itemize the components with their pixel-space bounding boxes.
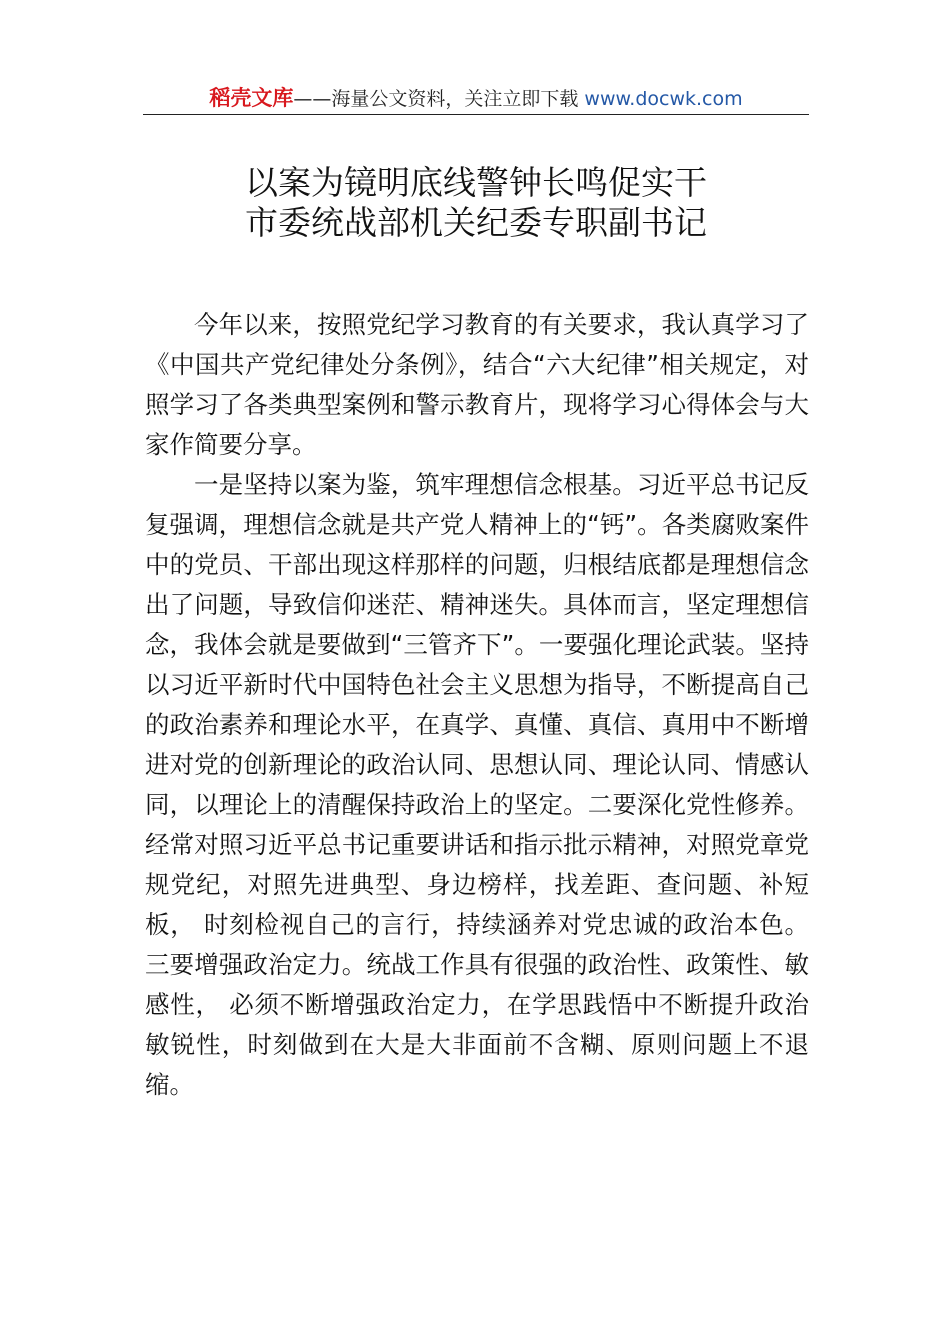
document-title <box>143 163 809 243</box>
paragraph-main: 一是坚持以案为鉴，筑牢理想信念根基。习近平总书记反复强调，理想信念就是共产党人精神上的“钙”。各类腐败案件中的党员、干部出现这样那样的问题，归根结底都是理想信念出了问题，导致信仰迷茫、精神迷失。具体而言，坚定理想信念，我体会就是要做到“三管齐下”。一要强化理论武装。坚持以习近平新时代中国特色社会主义思想为指导，不断提高自己的政治素养和理论水平，在真学、真懂、真信、真用中不断增进对党的创新理论的政治认同、思想认同、理论认同、情感认同，以理论上的清醒保持政治上的坚定。二要深化党性修养。经常对照习近平总书记重要讲话和指示批示精神，对照党章党规党纪，对照先进典型、身边榜样，找差距、查问题、补短板， 时刻检视自己的言行，持续涵养对党忠诚的政治本色。三要增强政治定力。统战工作具有很强的政治性、政策性、敏感性， 必须不断增强政治定力，在学思践悟中不断提升政治敏锐性，时刻做到在大是大非面前不含糊、原则问题上不退缩。 <box>145 470 809 1099</box>
page-header <box>143 84 809 112</box>
title-line-2: 市委统战部机关纪委专职副书记 <box>245 203 707 242</box>
header-divider <box>143 114 809 115</box>
header-slogan: ——海量公文资料，关注立即下载 <box>293 88 579 110</box>
brand-logo-text: 稻壳文库 <box>209 86 294 110</box>
paragraph-intro: 今年以来，按照党纪学习教育的有关要求，我认真学习了《中国共产党纪律处分条例》，结合“六大纪律”相关规定，对照学习了各类典型案例和警示教育片，现将学习心得体会与大家作简要分享。 <box>145 310 809 459</box>
title-line-1: 以案为镜明底线警钟长鸣促实干 <box>245 163 707 202</box>
document-body <box>145 305 809 1105</box>
header-site-link[interactable]: www.docwk.com <box>584 88 743 110</box>
